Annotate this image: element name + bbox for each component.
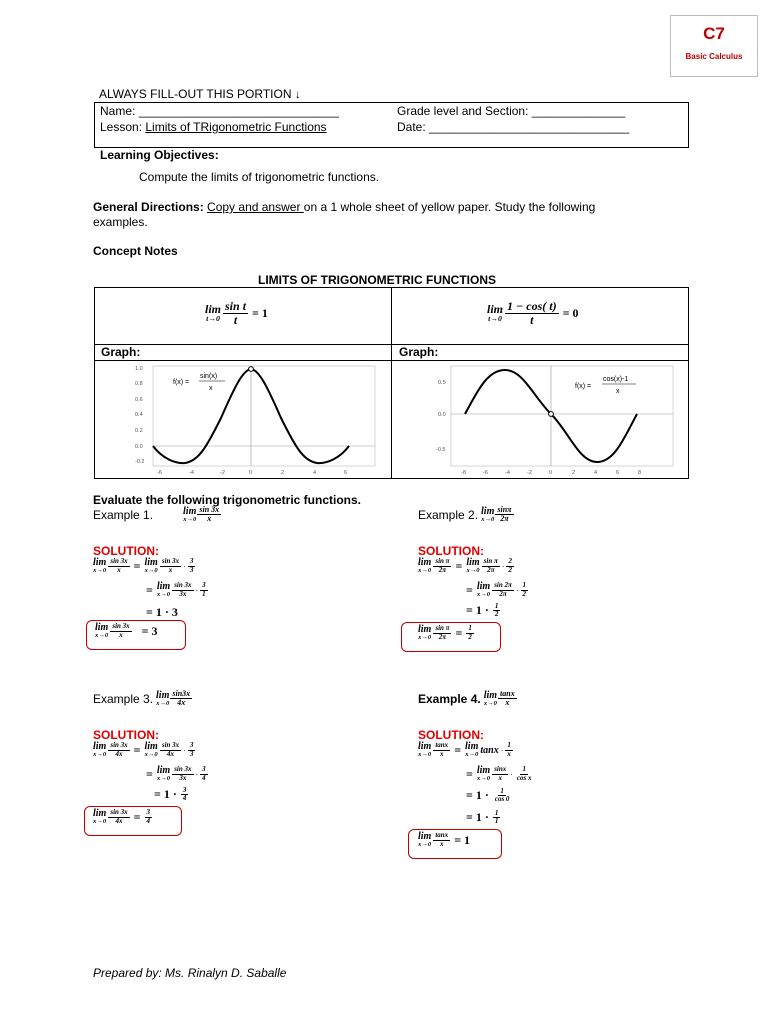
cosx-minus-1-over-x-graph — [425, 364, 677, 476]
example-1-label: Example 1. — [93, 507, 154, 522]
y-tick: 0.4 — [135, 412, 143, 418]
function-denominator: x — [616, 388, 620, 395]
y-tick: 0.6 — [135, 397, 143, 403]
name-field[interactable]: ______________________________ — [138, 104, 339, 118]
y-tick: 0.8 — [135, 381, 143, 387]
student-info-box — [94, 102, 689, 148]
solution-label-2: SOLUTION: — [418, 544, 484, 558]
solution-label-4: SOLUTION: — [418, 728, 484, 742]
function-label: f(x) = — [173, 379, 190, 386]
removable-point-marker — [249, 367, 254, 372]
solution-1-line-2: = lim x→0 $\frac{\sin 3x}{3x}$ · $\frac{3}{1}$ — [146, 581, 206, 598]
lesson-value: Limits of TRigonometric Functions — [145, 120, 327, 134]
fill-out-notice: ALWAYS FILL-OUT THIS PORTION ↓ — [99, 87, 301, 101]
x-tick: -2 — [527, 470, 532, 476]
x-tick: 4 — [594, 470, 598, 476]
function-denominator: x — [209, 385, 213, 392]
date-field[interactable]: ______________________________ — [429, 120, 630, 134]
objectives-title: Learning Objectives: — [100, 148, 219, 162]
name-row — [100, 104, 339, 118]
y-tick: 0.5 — [438, 380, 446, 386]
general-directions — [93, 200, 683, 230]
x-tick: 8 — [638, 470, 642, 476]
x-tick: -8 — [461, 470, 466, 476]
formula-result: = 0 — [562, 305, 579, 320]
solution-1-line-1: lim x→0 $\frac{\sin 3x}{x}$ = lim x→0 $\frac{\sin 3x}{x}$ · $\frac{3}{3}$ — [93, 557, 194, 574]
function-numerator: cos(x)-1 — [603, 376, 629, 383]
solution-label-1: SOLUTION: — [93, 544, 159, 558]
solution-2-answer: lim x→0 $\frac{\text{sin π}}{2\pi}$ = $\frac{1}{2}$ — [418, 624, 472, 641]
example-1: Example 1. lim x→0 $\frac{\sin 3x}{x}$ — [93, 505, 220, 524]
name-label: Name: — [100, 104, 139, 118]
sinx-over-x-graph — [127, 364, 379, 476]
solution-4-line-3: = 1 · $\frac{1}{\cos 0}$ — [466, 787, 510, 804]
directions-label: General Directions: — [93, 200, 204, 214]
solution-1-line-3: = 1 · 3 — [146, 605, 178, 619]
evaluate-title: Evaluate the following trigonometric functions. — [93, 493, 362, 507]
graph-label-left: Graph: — [101, 345, 141, 359]
example-3: Example 3. lim x→0 $\frac{\sin 3x}{4x}$ — [93, 689, 191, 708]
lesson-label: Lesson: — [100, 120, 146, 134]
formula-result: = 1 — [252, 305, 268, 320]
lim-symbol: lim t→0 — [205, 302, 222, 324]
directions-underlined: Copy and answer — [207, 200, 304, 214]
function-numerator: sin(x) — [200, 373, 218, 380]
x-tick: 0 — [549, 470, 553, 476]
formula-fraction: $\frac{1 - \cos( t)}{t}$ — [507, 299, 557, 327]
removable-point-marker — [549, 412, 554, 417]
example-2-label: Example 2. — [418, 507, 479, 522]
example-2: Example 2. lim x→0 $\frac{\sin\pi}{2\pi}$ — [418, 505, 512, 524]
y-tick: 0.2 — [135, 428, 143, 434]
grade-label: Grade level and Section: — [397, 104, 532, 118]
lim-symbol: lim t→0 — [487, 302, 504, 324]
x-tick: 6 — [616, 470, 620, 476]
example-4: Example 4. lim x→0 $\frac{\tan x}{x}$ — [418, 689, 515, 708]
concept-table — [94, 287, 689, 479]
x-tick: 2 — [281, 470, 285, 476]
example-3-label: Example 3. — [93, 691, 154, 706]
x-tick: 6 — [344, 470, 348, 476]
subject-name: Basic Calculus — [685, 52, 743, 61]
y-tick: -0.2 — [135, 459, 145, 465]
x-tick: -6 — [157, 470, 162, 476]
objectives-text: Compute the limits of trigonometric functions. — [139, 170, 380, 184]
solution-2-line-3: = 1 · $\frac{1}{2}$ — [466, 602, 499, 619]
grade-row — [397, 104, 625, 118]
lesson-row — [100, 120, 327, 134]
date-label: Date: — [397, 120, 430, 134]
solution-3-line-1: lim x→0 $\frac{\sin 3x}{4x}$ = lim x→0 $\frac{\sin 3x}{4x}$ · $\frac{3}{3}$ — [93, 741, 194, 758]
date-row — [397, 120, 629, 134]
solution-4-answer: lim x→0 $\frac{\tan x}{x}$ = 1 — [418, 831, 471, 848]
solution-4-line-1: lim x→0 $\frac{\tan x}{x}$ = lim x→0 tanx · $\frac{1}{x}$ — [418, 741, 511, 758]
grade-field[interactable]: ______________ — [531, 104, 626, 118]
x-tick: 4 — [313, 470, 317, 476]
x-tick: -6 — [483, 470, 488, 476]
table-title: LIMITS OF TRIGONOMETRIC FUNCTIONS — [258, 273, 496, 287]
solution-1-answer: lim x→0 $\frac{\sin 3x}{x}$ = 3 — [95, 622, 158, 639]
function-label: f(x) = — [575, 383, 592, 390]
example-4-label: Example 4. — [418, 691, 481, 706]
y-tick: 1.0 — [135, 366, 143, 372]
solution-2-line-1: lim x→0 $\frac{\text{sin π}}{2\pi}$ = lim x→0 $\frac{\text{sin π}}{2\pi}$ · $\frac{2}{2}$ — [418, 557, 512, 574]
solution-4-line-4: = 1 · $\frac{1}{1}$ — [466, 809, 499, 826]
y-tick: 0.0 — [135, 444, 143, 450]
x-tick: 0 — [249, 470, 253, 476]
directions-text: on a 1 whole sheet of yellow paper. Study the following — [303, 200, 596, 214]
x-tick: -4 — [505, 470, 510, 476]
cos-limit-formula — [487, 300, 580, 326]
solution-3-line-3: = 1 · $\frac{3}{4}$ — [154, 786, 187, 803]
subject-code: C7 — [703, 24, 725, 43]
y-tick: -0.5 — [436, 447, 446, 453]
solution-label-3: SOLUTION: — [93, 728, 159, 742]
subject-code-box — [670, 15, 758, 77]
x-tick: -2 — [220, 470, 225, 476]
solution-2-line-2: = lim x→0 $\frac{\sin 2\pi}{2\pi}$ · $\frac{1}{2}$ — [466, 581, 526, 598]
solution-3-line-2: = lim x→0 $\frac{\sin 3x}{3x}$ · $\frac{3}{4}$ — [146, 765, 206, 782]
concept-notes-title: Concept Notes — [93, 244, 178, 258]
graph-label-right: Graph: — [399, 345, 439, 359]
y-tick: 0.0 — [438, 412, 446, 418]
x-tick: 2 — [572, 470, 576, 476]
x-tick: -4 — [189, 470, 194, 476]
prepared-by: Prepared by: Ms. Rinalyn D. Saballe — [93, 966, 287, 980]
solution-3-answer: lim x→0 $\frac{\sin 3x}{4x}$ = $\frac{3}{4}$ — [93, 808, 150, 825]
solution-4-line-2: = lim x→0 $\frac{\sin x}{x}$ · $\frac{1}{\text{cos x}}$ — [466, 765, 532, 782]
sin-limit-formula — [205, 300, 270, 326]
directions-text-2: examples. — [93, 215, 148, 229]
formula-fraction: $\frac{\text{sin t}}{t}$ — [225, 299, 247, 327]
